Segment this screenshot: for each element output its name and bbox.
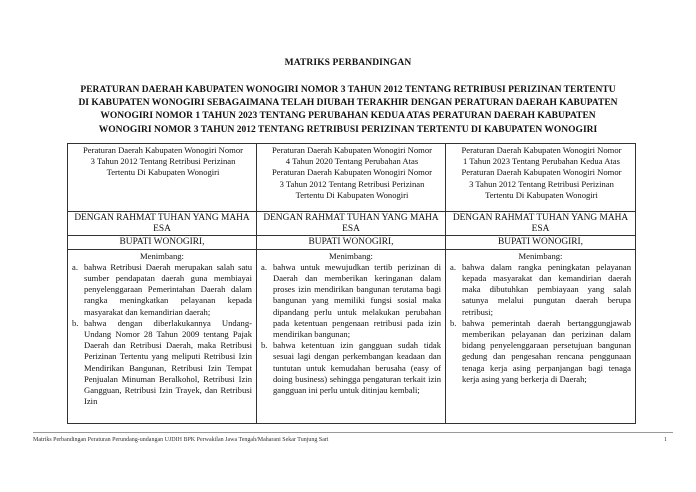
menimbang-cell	[68, 249, 257, 423]
list-item	[450, 262, 631, 318]
column-header-text: Peraturan Daerah Kabupaten Wonogiri Nomor 1 Tahun 2023 Tentang Perubahan Kedua Atas Peraturan Daerah Kabupaten Wonogiri Nomor 3 Tahun 2012 Tentang Retribusi Perizinan Tertentu Di Kabupaten Wonogiri	[461, 145, 622, 200]
list-item	[261, 262, 441, 340]
menimbang-cell	[257, 249, 446, 423]
list-item	[261, 340, 441, 396]
heading-line: WONOGIRI NOMOR 3 TAHUN 2012 TENTANG RETRIBUSI PERIZINAN TERTENTU DI KABUPATEN WONOGIRI	[98, 124, 598, 135]
item-label: b.	[261, 340, 268, 351]
menimbang-label: Menimbang:	[329, 250, 373, 261]
item-text: bahwa pemerintah daerah bertanggungjawab memberikan pelayanan dan perizinan dalam bidang penyelenggaraan persetujuan bangunan gedung dan pengesahan rencana penggunaan tenaga kerja asing perpanjangan bagi tenaga kerja asing yang berkerja di Daerah;	[462, 317, 631, 384]
page-footer: Matriks Perbandingan Peraturan Perundang-undangan UJDIH BPK Perwakilan Jawa Tengah/Maharani Sekar Tunjung Sari	[33, 437, 329, 443]
footer-divider	[33, 432, 673, 433]
table-row	[68, 236, 636, 249]
column-header	[446, 144, 636, 212]
document-heading	[48, 84, 648, 137]
page-number: 1	[664, 437, 667, 443]
bupati-cell: BUPATI WONOGIRI,	[257, 236, 446, 249]
item-text: bahwa dengan diberlakukannya Undang-Undang Nomor 28 Tahun 2009 tentang Pajak Daerah dan Retribusi Daerah, maka Retribusi Perizinan Tertentu yang meliputi Retribusi Izin Mendirikan Bangunan, Retribusi Izin Tempat Penjualan Minuman Beralkohol, Retribusi Izin Gangguan, Retribusi Izin Trayek, dan Retribusi Izin	[84, 317, 252, 407]
rahmat-cell: DENGAN RAHMAT TUHAN YANG MAHA ESA	[257, 212, 446, 236]
table-header-row	[68, 144, 636, 212]
list-item	[72, 318, 252, 408]
bupati-cell: BUPATI WONOGIRI,	[68, 236, 257, 249]
item-text: bahwa ketentuan izin gangguan sudah tidak sesuai lagi dengan perkembangan keadaan dan tuntutan untuk kemudahan berusaha (easy of doing business) sehingga pengaturan terkait izin gangguan ini perlu untuk ditinjau kembali;	[273, 340, 441, 396]
list-item	[450, 318, 631, 385]
item-label: a.	[450, 261, 456, 272]
table-row	[68, 249, 636, 423]
item-label: a.	[261, 261, 267, 272]
menimbang-cell	[446, 249, 636, 423]
rahmat-cell: DENGAN RAHMAT TUHAN YANG MAHA ESA	[446, 212, 636, 236]
list-item	[72, 262, 252, 318]
table-row	[68, 212, 636, 236]
column-header-text: Peraturan Daerah Kabupaten Wonogiri Nomor 3 Tahun 2012 Tentang Retribusi Perizinan Tertentu Di Kabupaten Wonogiri	[83, 145, 243, 178]
item-label: b.	[72, 317, 79, 328]
heading-line: DI KABUPATEN WONOGIRI SEBAGAIMANA TELAH DIUBAH TERAKHIR DENGAN PERATURAN DAERAH KABUPATEN	[78, 98, 618, 109]
comparison-table	[67, 143, 636, 424]
heading-line: PERATURAN DAERAH KABUPATEN WONOGIRI NOMOR 3 TAHUN 2012 TENTANG RETRIBUSI PERIZINAN TERTENTU	[80, 85, 616, 95]
rahmat-cell: DENGAN RAHMAT TUHAN YANG MAHA ESA	[68, 212, 257, 236]
bupati-cell: BUPATI WONOGIRI,	[446, 236, 636, 249]
column-header-text: Peraturan Daerah Kabupaten Wonogiri Nomor 4 Tahun 2020 Tentang Perubahan Atas Peraturan Daerah Kabupaten Wonogiri Nomor 3 Tahun 2012 Tentang Retribusi Perizinan Tertentu Di Kabupaten Wonogiri	[272, 145, 432, 200]
item-label: b.	[450, 317, 457, 328]
item-text: bahwa Retribusi Daerah merupakan salah satu sumber pendapatan daerah guna membiayai penyelenggaraan Pemerintahan Daerah dalam rangka meningkatkan pelayanan kepada masyarakat dan kemandirian daerah;	[84, 261, 252, 317]
page-title: MATRIKS PERBANDINGAN	[284, 58, 412, 68]
menimbang-label: Menimbang:	[518, 250, 563, 261]
heading-line: WONOGIRI NOMOR 1 TAHUN 2023 TENTANG PERUBAHAN KEDUA ATAS PERATURAN DAERAH KABUPATEN	[100, 111, 596, 122]
column-header	[257, 144, 446, 212]
item-text: bahwa dalam rangka peningkatan pelayanan kepada masyarakat dan kemandirian daerah maka dibutuhkan pembiayaan yang salah satunya melalui pungutan daerah berupa retribusi;	[462, 261, 631, 317]
item-text: bahwa untuk mewujudkan tertib perizinan di Daerah dan memberikan keringanan dalam proses izin mendirikan bangunan terutama bagi bangunan yang memiliki fungsi sosial maka dipandang perlu untuk melakukan perubahan pada ketentuan pengenaan retribusi pada izin mendirikan bangunan;	[273, 261, 441, 340]
column-header	[68, 144, 257, 212]
item-label: a.	[72, 261, 78, 272]
menimbang-label: Menimbang:	[140, 250, 184, 261]
